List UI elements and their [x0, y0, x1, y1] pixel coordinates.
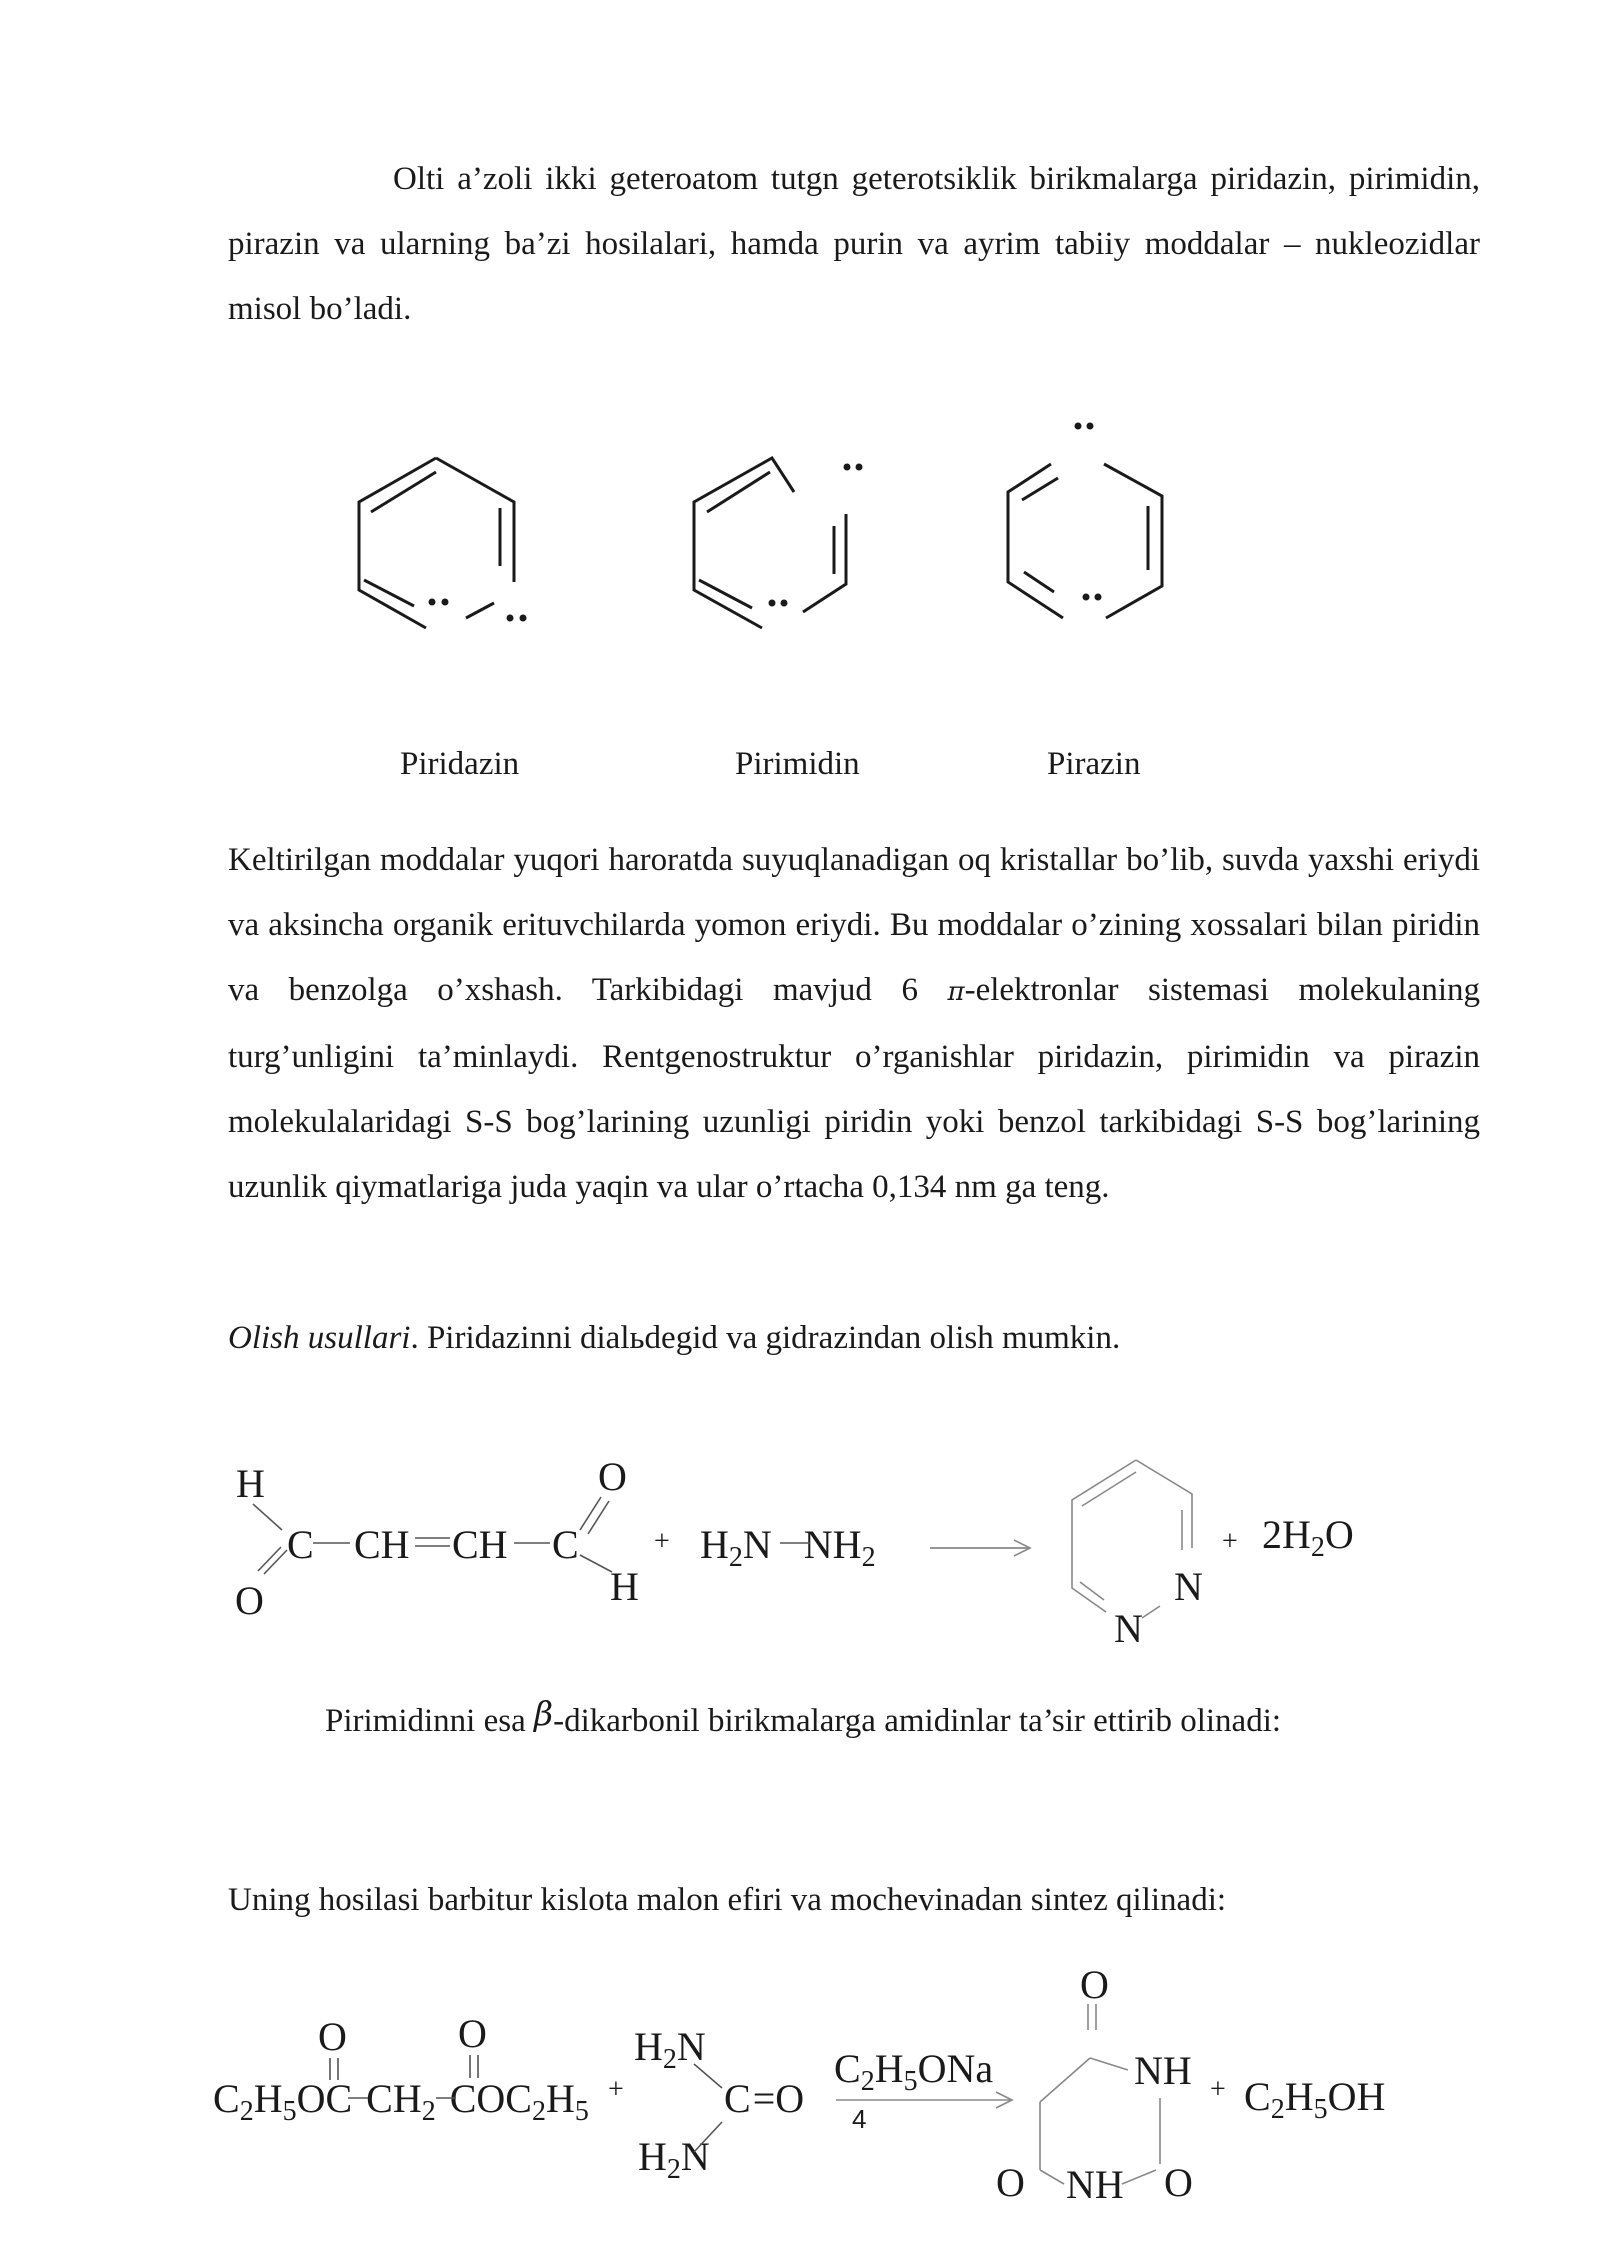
- aldehyde-c-right: C: [552, 1522, 579, 1567]
- barbituric-nh-bottom: NH: [1066, 2162, 1124, 2207]
- intro-paragraph: Olti a’zoli ikki geteroatom tutgn geterotsiklik birikmalarga piridazin, pirimidin, pirazin va ularning ba’zi hosilalari, hamda purin va ayrim tabiiy moddalar – nukleozidlar misol bo’ladi.: [228, 161, 1480, 327]
- aldehyde-c-left: C: [287, 1522, 314, 1567]
- ethanol: $C_2H_5OH$: [1244, 2074, 1386, 2125]
- plus-1: +: [654, 1526, 670, 1557]
- plus-4: +: [1210, 2074, 1226, 2105]
- product-n-2: N: [1114, 1606, 1143, 1651]
- caption-piridazin: Piridazin: [400, 746, 520, 782]
- barbituric-line: Uning hosilasi barbitur kislota malon efiri va mochevinadan sintez qilinadi:: [228, 1882, 1227, 1918]
- chain-ch-1: CH: [354, 1522, 410, 1567]
- barbituric-o-right: O: [1164, 2160, 1193, 2205]
- malonate-o-1: O: [318, 2014, 347, 2059]
- hydrazine: $H_2N$ $NH_2$: [700, 1522, 876, 1573]
- barbituric-o-top: O: [1080, 1962, 1109, 2007]
- reagent-number: 4: [852, 2104, 867, 2134]
- methods-text: . Piridazinni dialьdegid va gidrazindan olish mumkin.: [410, 1320, 1121, 1356]
- pyrimidine-text-b: -dikarbonil birikmalarga amidinlar ta’sir ettirib olinadi:: [553, 1703, 1282, 1739]
- aldehyde-o-right: O: [598, 1454, 627, 1499]
- diethyl-malonate: $C_2H_5OC$ $CH_2$ $COC_2H_5$: [213, 2076, 589, 2127]
- plus-2: +: [1222, 1526, 1238, 1557]
- aldehyde-h-left: H: [236, 1461, 265, 1506]
- urea-h2n-top: $H_2N$: [634, 2024, 706, 2075]
- urea-h2n-bottom: $H_2N$: [638, 2134, 710, 2185]
- aldehyde-o-left: O: [235, 1578, 264, 1623]
- caption-pirazin: Pirazin: [1047, 746, 1141, 782]
- sodium-ethoxide: $C_2H_5ONa$: [834, 2046, 994, 2097]
- pi-symbol: π: [947, 977, 965, 1007]
- beta-symbol: β: [534, 1694, 554, 1733]
- urea-co: C=O: [724, 2076, 805, 2121]
- pyrimidine-text-a: Pirimidinni esa: [325, 1703, 526, 1739]
- caption-pirimidin: Pirimidin: [735, 746, 860, 782]
- barbituric-o-left: O: [996, 2160, 1025, 2205]
- malonate-o-2: O: [458, 2011, 487, 2056]
- chain-ch-2: CH: [452, 1522, 508, 1567]
- aldehyde-h-right: H: [610, 1564, 639, 1609]
- product-n-1: N: [1174, 1564, 1203, 1609]
- methods-label: Olish usullari: [228, 1320, 411, 1356]
- plus-3: +: [608, 2074, 624, 2105]
- water: $2H_2O$: [1262, 1512, 1354, 1563]
- barbituric-nh-right: NH: [1134, 2048, 1192, 2093]
- properties-text-b: -elektronlar sistemasi molekulaning turg’unligini ta’minlaydi. Rentgenostruktur o’rganishlar piridazin, pirimidin va pirazin molekulalaridagi S-S bog’larining uzunligi piridin yoki benzol tarkibidagi S-S bog’larining uzunlik qiymatlariga juda yaqin va ular o’rtacha 0,134 nm ga teng.: [228, 972, 1481, 1205]
- properties-text-a: Keltirilgan moddalar yuqori haroratda suyuqlanadigan oq kristallar bo’lib, suvda yaxshi eriydi va aksincha organik erituvchilarda yomon eriydi. Bu moddalar o’zining xossalari bilan piridin va benzolga o’xshash. Tarkibidagi mavjud 6: [228, 842, 1480, 1008]
